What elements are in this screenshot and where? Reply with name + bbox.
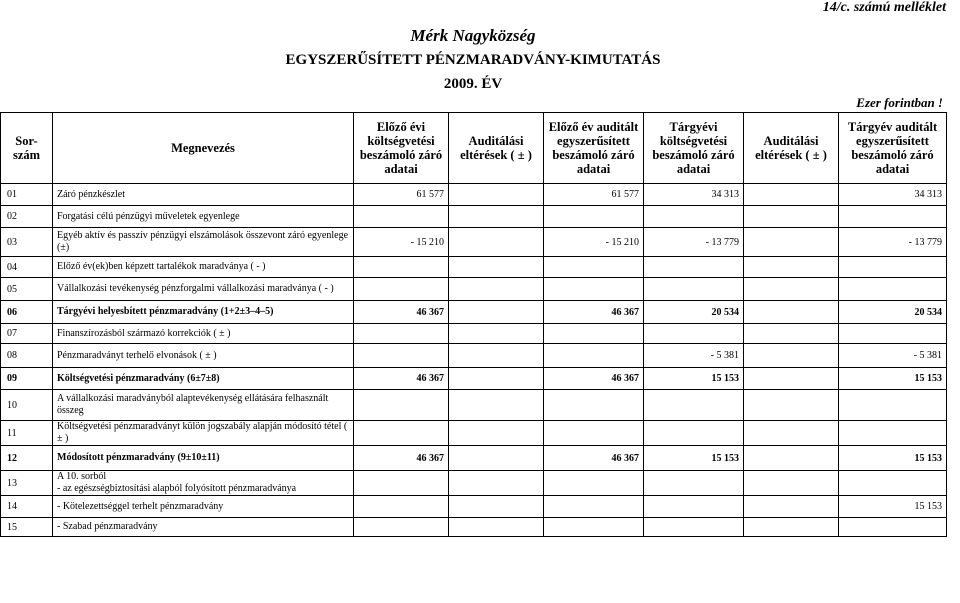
cell-c2 [449,446,544,471]
cell-c3 [544,324,644,344]
row-number: 01 [1,184,53,206]
cell-c1 [354,257,449,278]
row-label: Forgatási célú pénzügyi műveletek egyenlege [53,206,354,228]
cell-c5 [744,301,839,324]
residual-table [0,112,947,537]
cell-c1 [354,518,449,537]
cell-c4: 15 153 [644,446,744,471]
cell-c6 [839,257,947,278]
cell-c4: 34 313 [644,184,744,206]
cell-c6: 20 534 [839,301,947,324]
annex-label: 14/c. számú melléklet [822,0,946,15]
cell-c5 [744,324,839,344]
row-label: Módosított pénzmaradvány (9±10±11) [53,446,354,471]
table-row [1,344,947,368]
row-label: Tárgyévi helyesbített pénzmaradvány (1+2±3–4–5) [53,301,354,324]
cell-c2 [449,471,544,496]
row-number: 14 [1,496,53,518]
cell-c1 [354,278,449,301]
cell-c3 [544,206,644,228]
col-header-sorszam: Sor-szám [1,113,53,184]
cell-c4 [644,257,744,278]
cell-c6: 15 153 [839,368,947,390]
cell-c5 [744,421,839,446]
row-number: 09 [1,368,53,390]
cell-c6 [839,471,947,496]
cell-c2 [449,257,544,278]
table-row [1,206,947,228]
row-number: 10 [1,390,53,421]
row-label: Záró pénzkészlet [53,184,354,206]
col-header-c3: Előző év auditált egyszerűsített beszámoló záró adatai [544,113,644,184]
cell-c4 [644,390,744,421]
cell-c1 [354,421,449,446]
cell-c6 [839,518,947,537]
cell-c3: 46 367 [544,446,644,471]
table-row [1,471,947,496]
cell-c3 [544,257,644,278]
table-row [1,278,947,301]
cell-c5 [744,446,839,471]
cell-c1 [354,344,449,368]
table-row [1,446,947,471]
cell-c1: 46 367 [354,301,449,324]
cell-c4 [644,421,744,446]
cell-c3 [544,518,644,537]
row-number: 08 [1,344,53,368]
cell-c5 [744,228,839,257]
cell-c6 [839,206,947,228]
row-number: 02 [1,206,53,228]
cell-c2 [449,421,544,446]
row-label: A 10. sorból - az egészségbiztosítási alapból folyósított pénzmaradványa [53,471,354,496]
cell-c4: - 13 779 [644,228,744,257]
cell-c2 [449,344,544,368]
cell-c3: 46 367 [544,368,644,390]
row-number: 12 [1,446,53,471]
row-label: Előző év(ek)ben képzett tartalékok maradványa ( - ) [53,257,354,278]
cell-c1 [354,206,449,228]
table-row [1,184,947,206]
cell-c2 [449,390,544,421]
cell-c3: 61 577 [544,184,644,206]
cell-c1 [354,324,449,344]
col-header-c6: Tárgyév auditált egyszerűsített beszámoló záró adatai [839,113,947,184]
col-header-c4: Tárgyévi költségvetési beszámoló záró adatai [644,113,744,184]
cell-c5 [744,390,839,421]
cell-c6 [839,390,947,421]
row-label: Vállalkozási tevékenység pénzforgalmi vállalkozási maradványa ( - ) [53,278,354,301]
cell-c1: 61 577 [354,184,449,206]
cell-c4: - 5 381 [644,344,744,368]
cell-c5 [744,206,839,228]
row-label: A vállalkozási maradványból alaptevékenység ellátására felhasznált összeg [53,390,354,421]
cell-c1: 46 367 [354,368,449,390]
cell-c5 [744,471,839,496]
row-number: 15 [1,518,53,537]
cell-c6 [839,278,947,301]
row-label: Pénzmaradványt terhelő elvonások ( ± ) [53,344,354,368]
cell-c1: 46 367 [354,446,449,471]
cell-c2 [449,496,544,518]
cell-c4: 20 534 [644,301,744,324]
cell-c3: - 15 210 [544,228,644,257]
cell-c2 [449,206,544,228]
cell-c5 [744,496,839,518]
cell-c5 [744,257,839,278]
cell-c1 [354,390,449,421]
cell-c5 [744,278,839,301]
cell-c6: 15 153 [839,446,947,471]
cell-c3 [544,278,644,301]
col-header-c5: Auditálási eltérések ( ± ) [744,113,839,184]
cell-c2 [449,184,544,206]
table-body [1,184,947,537]
cell-c1 [354,471,449,496]
row-number: 05 [1,278,53,301]
table-row [1,390,947,421]
cell-c2 [449,518,544,537]
row-label: - Kötelezettséggel terhelt pénzmaradvány [53,496,354,518]
table-row [1,301,947,324]
table-row [1,421,947,446]
row-label: Költségvetési pénzmaradvány (6±7±8) [53,368,354,390]
cell-c4: 15 153 [644,368,744,390]
cell-c6: - 5 381 [839,344,947,368]
table-row [1,257,947,278]
document-year: 2009. ÉV [443,76,503,92]
cell-c2 [449,324,544,344]
cell-c2 [449,368,544,390]
cell-c4 [644,471,744,496]
cell-c2 [449,301,544,324]
cell-c6 [839,421,947,446]
cell-c3 [544,471,644,496]
row-label: Finanszírozásból származó korrekciók ( ± ) [53,324,354,344]
col-header-c1: Előző évi költségvetési beszámoló záró adatai [354,113,449,184]
row-label: - Szabad pénzmaradvány [53,518,354,537]
table-row [1,518,947,537]
cell-c5 [744,518,839,537]
row-label: Egyéb aktív és passzív pénzügyi elszámolások összevont záró egyenlege (±) [53,228,354,257]
cell-c5 [744,368,839,390]
row-number: 11 [1,421,53,446]
cell-c4 [644,496,744,518]
cell-c5 [744,184,839,206]
cell-c6 [839,324,947,344]
cell-c2 [449,278,544,301]
cell-c4 [644,518,744,537]
row-number: 06 [1,301,53,324]
cell-c1: - 15 210 [354,228,449,257]
cell-c3 [544,344,644,368]
cell-c6: 15 153 [839,496,947,518]
cell-c6: 34 313 [839,184,947,206]
row-number: 04 [1,257,53,278]
row-number: 03 [1,228,53,257]
cell-c3 [544,496,644,518]
table-row [1,228,947,257]
row-number: 07 [1,324,53,344]
cell-c5 [744,344,839,368]
table-row [1,496,947,518]
cell-c1 [354,496,449,518]
table-header-row [1,113,947,184]
row-label: Költségvetési pénzmaradványt külön jogszabály alapján módosító tétel ( ± ) [53,421,354,446]
cell-c4 [644,206,744,228]
cell-c6: - 13 779 [839,228,947,257]
cell-c4 [644,278,744,301]
cell-c2 [449,228,544,257]
municipality-name: Mérk Nagyközség [410,26,536,45]
table-row [1,324,947,344]
table-row [1,368,947,390]
cell-c3 [544,421,644,446]
row-number: 13 [1,471,53,496]
document-title: EGYSZERŰSÍTETT PÉNZMARADVÁNY-KIMUTATÁS [285,52,661,68]
cell-c3: 46 367 [544,301,644,324]
col-header-megnevezes: Megnevezés [53,113,354,184]
unit-label: Ezer forintban ! [856,95,943,110]
col-header-c2: Auditálási eltérések ( ± ) [449,113,544,184]
cell-c3 [544,390,644,421]
cell-c4 [644,324,744,344]
